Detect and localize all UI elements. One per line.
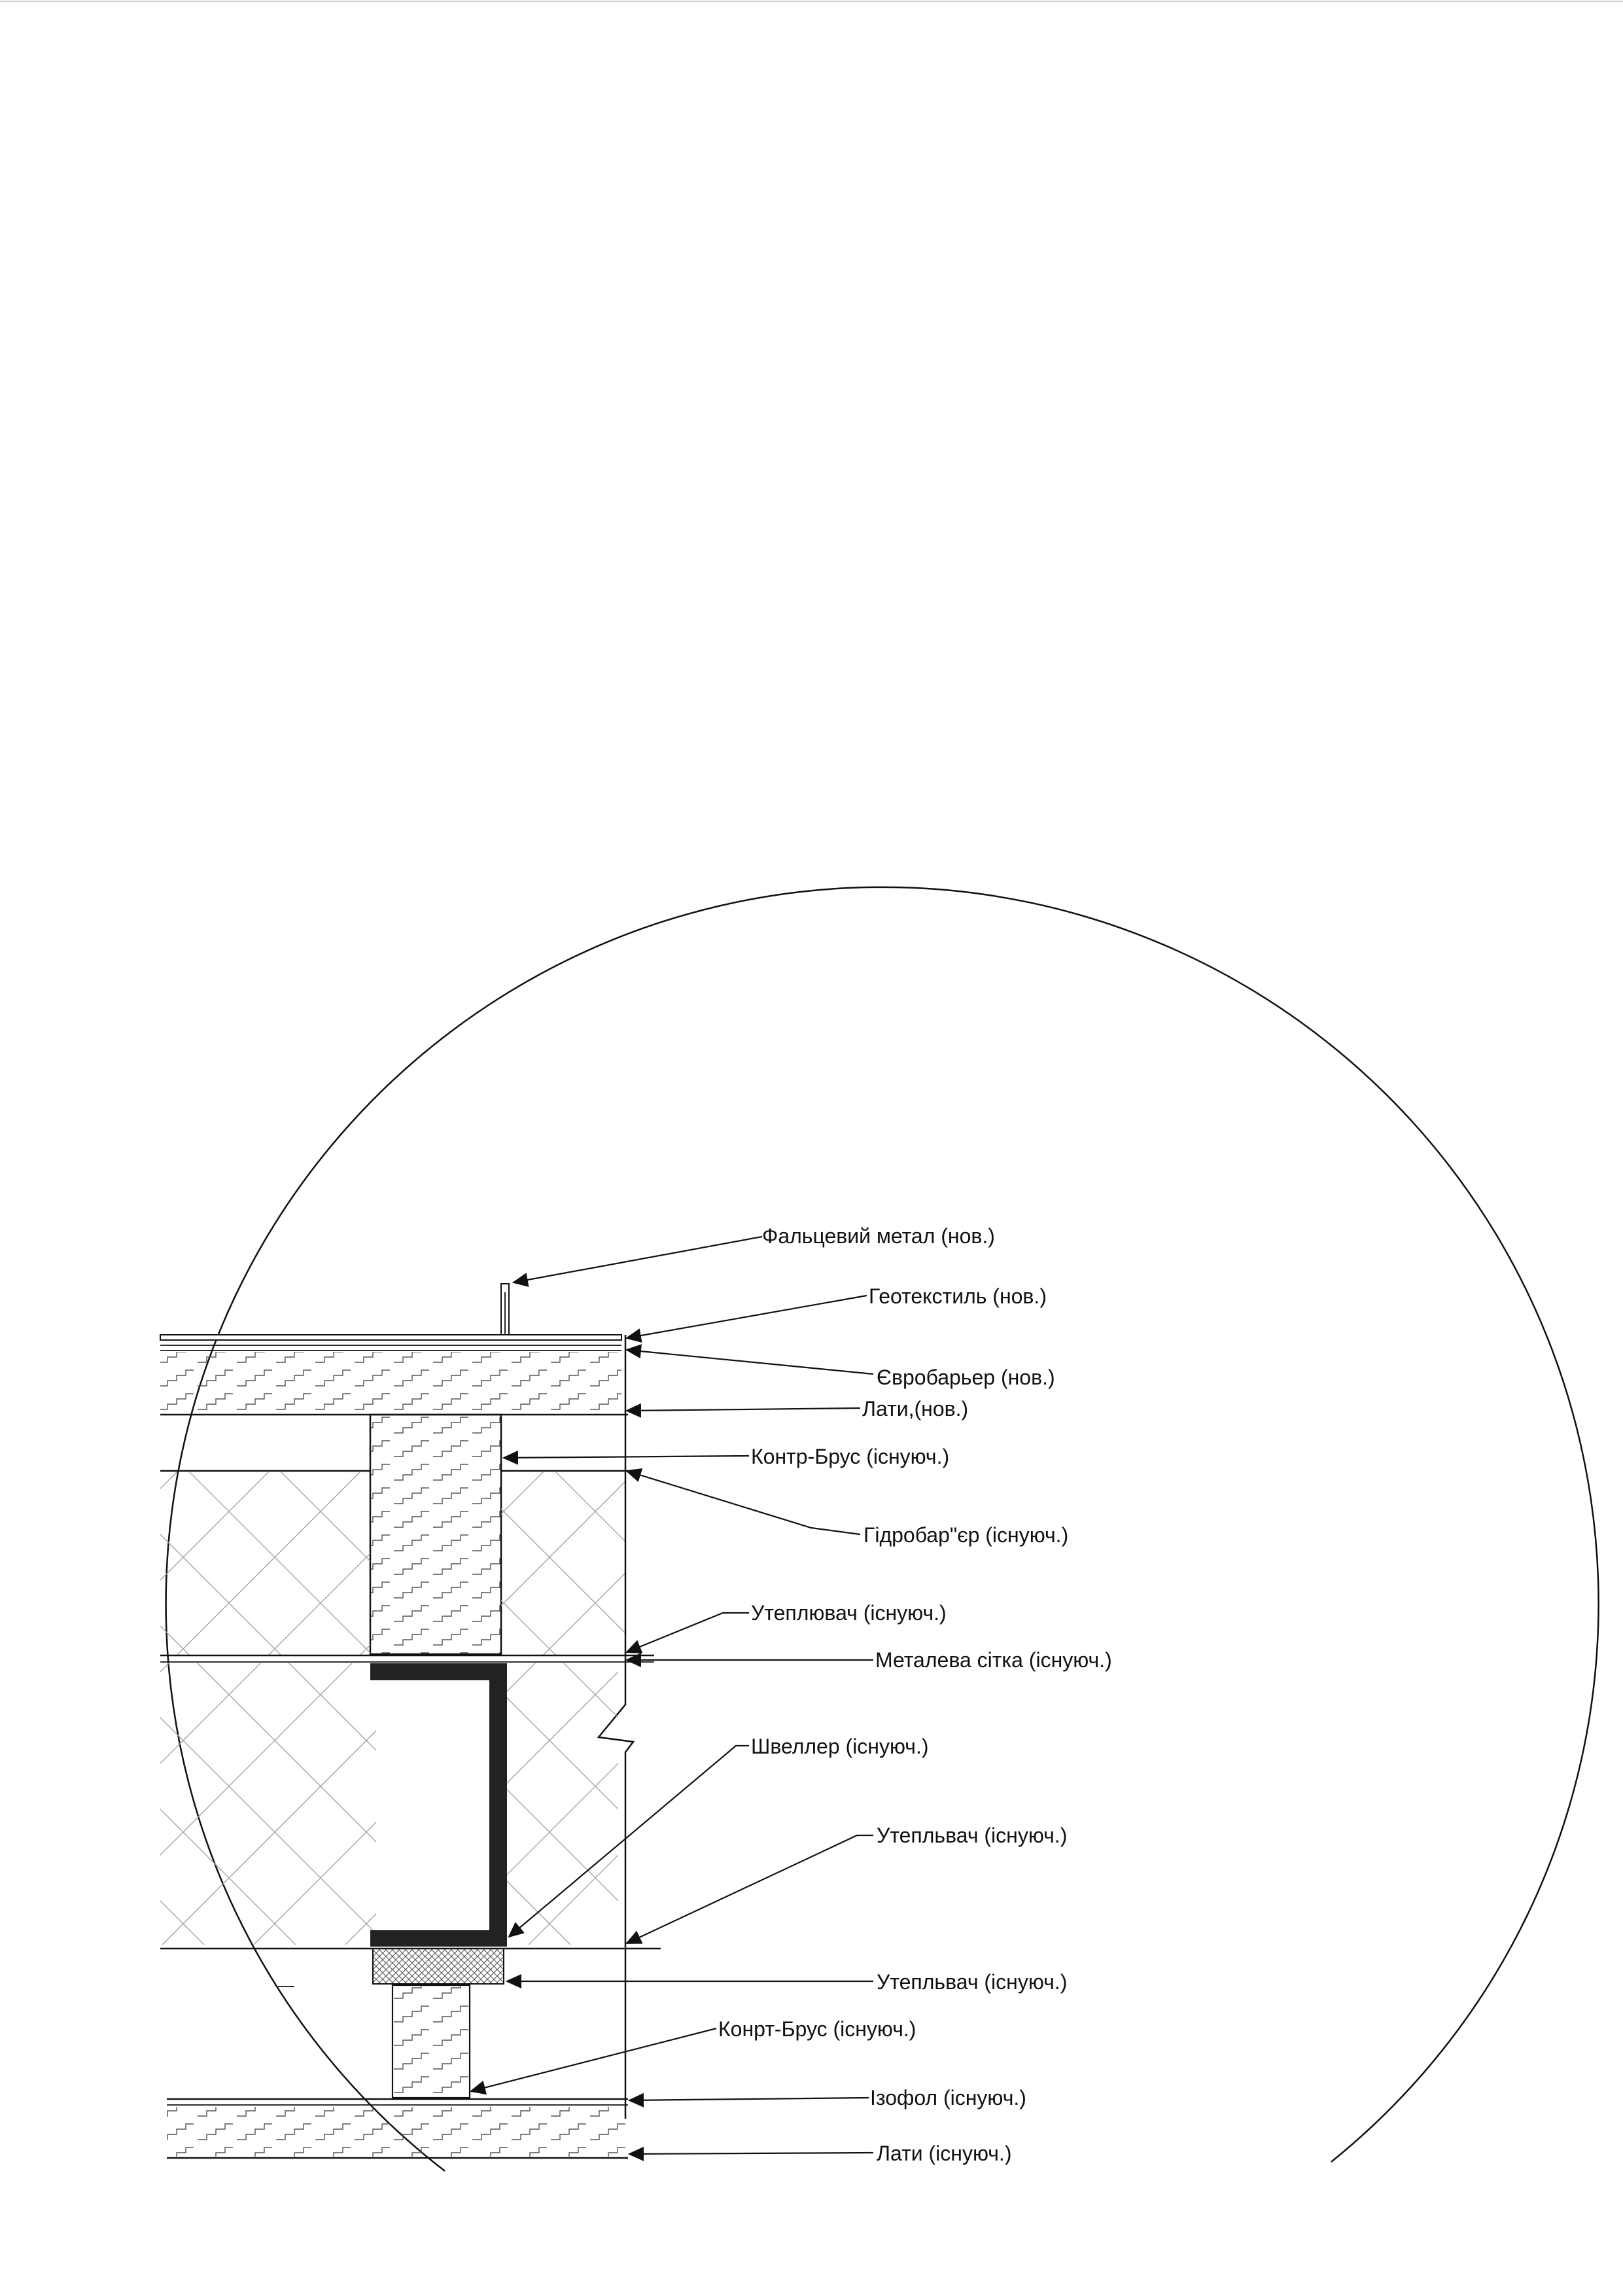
folded-metal-layer — [160, 1335, 621, 1340]
label-folded-metal: Фальцевий метал (нов.) — [762, 1224, 995, 1248]
label-battens-new: Лати,(нов.) — [862, 1397, 969, 1421]
leader-counter-batten-2 — [471, 2028, 716, 2091]
label-metal-mesh: Металева сітка (існуюч.) — [875, 1648, 1112, 1672]
label-battens-existing: Лати (існуюч.) — [877, 2142, 1012, 2165]
label-insulation-1: Утеплювач (існуюч.) — [751, 1601, 947, 1625]
counter-batten — [370, 1415, 501, 1654]
channel-profile — [370, 1663, 507, 1947]
leader-battens-new — [627, 1408, 860, 1411]
battens-existing-zone — [167, 2107, 628, 2157]
roof-section — [160, 1284, 661, 2158]
label-isofol: Ізофол (існуюч.) — [870, 2086, 1026, 2110]
label-insulation-2: Утепльвач (існуюч.) — [877, 1824, 1068, 1847]
battens-new-zone — [160, 1352, 621, 1415]
leader-counter-batten — [504, 1456, 749, 1458]
leader-isofol — [629, 2098, 869, 2100]
label-counter-batten-2: Конрт-Брус (існуюч.) — [718, 2017, 916, 2041]
leader-battens-existing — [629, 2153, 873, 2154]
label-channel: Швеллер (існуюч.) — [751, 1735, 929, 1758]
label-counter-batten: Контр-Брус (існуюч.) — [751, 1445, 950, 1468]
foam-insulation-block — [373, 1949, 504, 1984]
insulation-lower-right — [507, 1663, 618, 1945]
leader-folded-metal — [514, 1237, 762, 1282]
leader-hydrobarrier — [627, 1471, 860, 1534]
leader-geotextile — [627, 1296, 867, 1338]
insulation-upper-right — [501, 1472, 625, 1655]
insulation-upper — [160, 1472, 370, 1655]
label-geotextile: Геотекстиль (нов.) — [869, 1284, 1047, 1308]
label-eurobarrier: Євробарьер (нов.) — [877, 1366, 1055, 1389]
leader-insulation-2 — [627, 1835, 873, 1943]
leader-eurobarrier — [627, 1350, 873, 1374]
label-hydrobarrier: Гідробар"єр (існуюч.) — [864, 1523, 1069, 1547]
label-insulation-3: Утепльвач (існуюч.) — [877, 1970, 1068, 1994]
insulation-lower — [160, 1663, 376, 1945]
counter-batten-lower — [393, 1985, 470, 2098]
leader-insulation-1 — [627, 1613, 749, 1652]
